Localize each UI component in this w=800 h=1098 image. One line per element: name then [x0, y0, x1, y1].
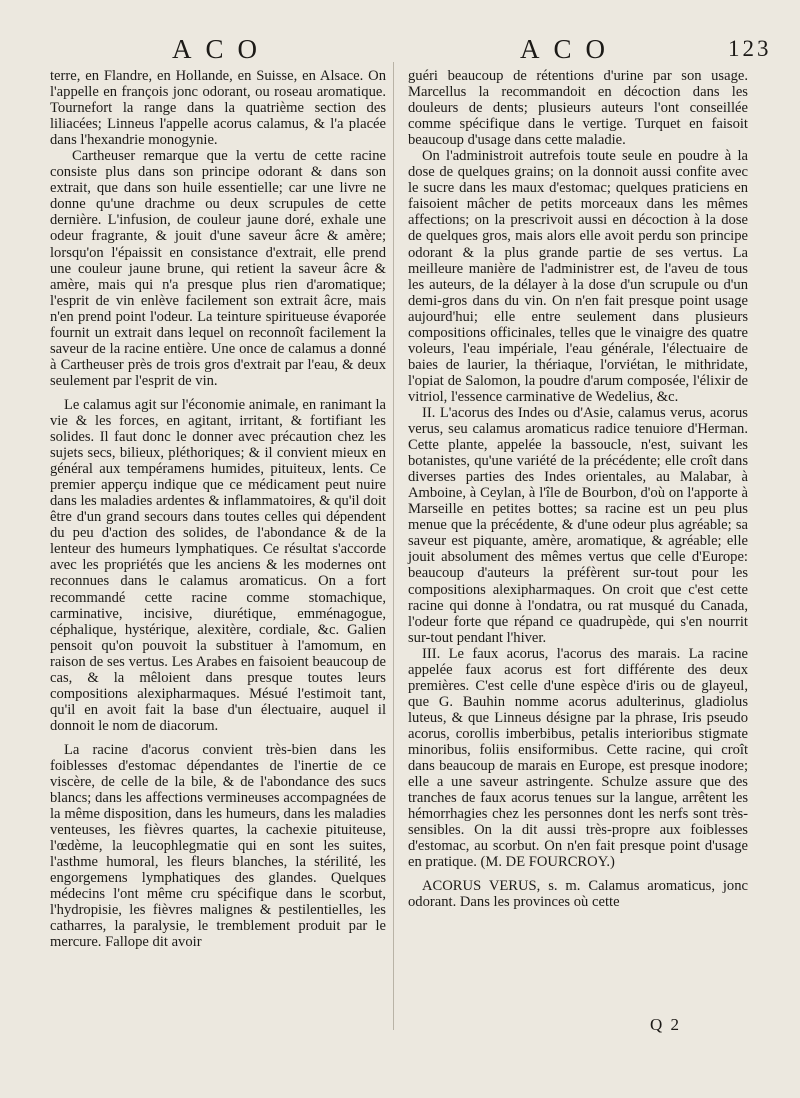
left-column — [50, 68, 386, 951]
entry-heading-paragraph: ACORUS VERUS, s. m. Calamus aromaticus, jonc odorant. Dans les provinces où cette — [408, 878, 748, 911]
paragraph: Cartheuser remarque que la vertu de cette racine consiste plus dans son principe odorant & dans son extrait, que dans son huile essentielle; car une livre ne donne qu'une drachme ou deux scrupules de cette dernière. L'infusion, de couleur jaune doré, exhale une odeur fragrante, & jouit d'une saveur âcre & amère; lorsqu'on l'épaissit en consistance d'extrait, elle prend une couleur jaune brune, qui retient la saveur âcre & amère, mais qui n'a presque plus rien d'aromatique; l'esprit de vin enlève facilement son extrait âcre, mais n'en prend point l'odeur. La teinture spiritueuse évaporée fournit un extrait dans lequel on reconnoît facilement la saveur de la racine entière. Une once de calamus a donné à Cartheuser près de trois gros d'extrait par l'eau, & deux seulement par l'esprit de vin. — [50, 148, 386, 389]
paragraph: III. Le faux acorus, l'acorus des marais. La racine appelée faux acorus est fort différente des deux premières. C'est celle d'une espèce d'iris ou de glayeul, que G. Bauhin nomme acorus adulterinus, gladiolus luteus, & que Linneus désigne par la phrase, Iris pseudo acorus, corollis imberbibus, petalis interioribus stigmate minoribus, foliis ensiformibus. Cette racine, qui croît dans beaucoup de marais en Europe, est presque inodore; elle a une saveur astringente. Schulze assure que des tranches de faux acorus tenues sur la langue, arrêtent les hémorrhagies chez les personnes dont les nerfs sont très-sensibles. On la dit aussi très-propre aux foiblesses d'estomac, au scorbut. On n'en fait presque point d'usage en pratique. (M. DE FOURCROY.) — [408, 645, 748, 871]
header-left-word: ACO — [172, 34, 272, 64]
paragraph: guéri beaucoup de rétentions d'urine par son usage. Marcellus la recommandoit en décoction dans les douleurs de dents; plusieurs auteurs l'ont conseillée comme spécifique dans le vertige. Turquet en faisoit beaucoup d'usage dans cette maladie. — [408, 68, 748, 149]
paragraph: Le calamus agit sur l'économie animale, en ranimant la vie & les forces, en agitant, irritant, & fortifiant les solides. Il faut donc le donner avec précaution chez les sujets secs, bilieux, pléthoriques; & il convient mieux en général aux tempéramens humides, pituiteux, lents. Ce premier apperçu indique que ce médicament peut nuire dans les maladies ardentes & inflammatoires, & qu'il doit être d'un grand secours dans toutes celles qui dépendent du peu d'action des solides, de l'abondance & de la lenteur des humeurs lymphatiques. Ce résultat s'accorde avec les propriétés que les anciens & les modernes ont reconnues dans le calamus aromaticus. On a fort recommandé cette racine comme stomachique, carminative, incisive, diurétique, emménagogue, céphalique, hystérique, alexitère, cordiale, &c. Galien pensoit qu'on pouvoit la substituer à l'amomum, en raison de ses vertus. Les Arabes en faisoient beaucoup de cas, & la mêloient dans presque toutes leurs compositions alexipharmaques. Mésué l'estimoit tant, qu'il en avoit fait la base d'un électuaire, auquel il donnoit le nom de diacorum. — [50, 396, 386, 734]
paragraph: II. L'acorus des Indes ou d'Asie, calamus verus, acorus verus, seu calamus aromaticus radice tenuiore d'Herman. Cette plante, appelée la bassoucle, n'est, suivant les botanistes, qu'une variété de la précédente; elle croît dans diverses parties des Indes orientales, au Malabar, à Amboine, à Ceylan, à l'île de Bourbon, d'où on l'apporte à Marseille en petites bottes; sa racine est un peu plus menue que la précédente, & d'une odeur plus agréable; sa saveur est piquante, amère, aromatique, & agréable; elle jouit absolument des mêmes vertus que celle d'Europe: beaucoup d'auteurs la préfèrent sur-tout pour les compositions alexipharmaques. On croit que c'est cette racine qui donne à l'ondatra, ou rat musqué du Canada, l'odeur forte que répand ce quadrupède, qui s'en nourrit sur-tout pendant l'hiver. — [408, 404, 748, 646]
page-number: 123 — [728, 36, 772, 61]
paragraph: La racine d'acorus convient très-bien dans les foiblesses d'estomac dépendantes de l'inertie de ce viscère, de celle de la bile, & de l'abondance des sucs blancs; dans les affections vermineuses accompagnées de la même disposition, dans les humeurs, dans les maladies venteuses, les fièvres quartes, la cachexie pituiteuse, l'œdème, la leucophlegmatie qui en sont les suites, l'asthme humoral, les fleurs blanches, la stérilité, les engorgemens lymphatiques des glandes. Quelques médecins l'ont même cru spécifique dans le scorbut, l'hydropisie, les fièvres malignes & pestilentielles, les catharres, la paralysie, le tremblement produit par le mercure. Fallope dit avoir — [50, 741, 386, 951]
right-column — [408, 68, 748, 910]
printer-signature: Q 2 — [650, 1015, 682, 1034]
header-right-word: ACO — [520, 34, 620, 64]
running-header — [0, 34, 800, 64]
paragraph: terre, en Flandre, en Hollande, en Suisse, en Alsace. On l'appelle en françois jonc odorant, ou roseau aromatique. Tournefort la range dans la quatrième section des liliacées; Linneus l'appelle acorus calamus, & l'a placée dans l'hexandrie monogynie. — [50, 68, 386, 149]
column-divider — [393, 62, 394, 1030]
paragraph: On l'administroit autrefois toute seule en poudre à la dose de quelques grains; on la donnoit aussi confite avec le sucre dans les maux d'estomac; quelques praticiens en faisoient mâcher de petits morceaux dans les mêmes affections; on la prescrivoit aussi en décoction à la dose de quelques gros, mais alors elle avoit perdu son principe odorant & la plus grande partie de ses vertus. La meilleure manière de l'administrer est, de l'aveu de tous les auteurs, de la délayer à la dose d'un scrupule ou d'un demi-gros dans du vin. On n'en fait presque point usage aujourd'hui; elle entre seulement dans plusieurs compositions officinales, telles que le vinaigre des quatre voleurs, l'eau impériale, l'eau générale, l'électuaire de baies de laurier, la thériaque, l'orviétan, le mithridate, l'opiat de Salomon, la poudre d'arum composée, l'élixir de vitriol, l'essence carminative de Wedelius, &c. — [408, 148, 748, 405]
